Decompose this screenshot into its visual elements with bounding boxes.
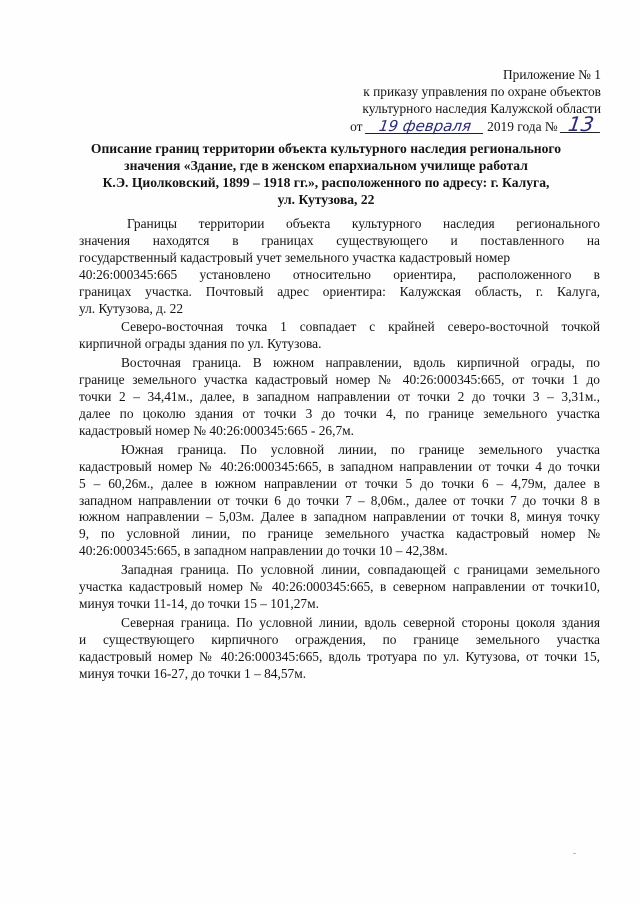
paragraph-line: значения находятся в границах существующего и поставленного на [79, 232, 600, 248]
paragraph-line: Границы территории объекта культурного наследия регионального [127, 216, 600, 231]
title-line: ул. Кутузова, 22 [277, 192, 375, 207]
paragraph-line: 9, по условной линии, по границе земельного участка кадастровый номер № [79, 526, 600, 542]
paragraph-south-boundary [79, 442, 600, 560]
paragraph-line: Западная граница. По условной линии, совпадающей с границами земельного [121, 562, 600, 578]
paragraph-line: 40:26:000345:665, в западном направлении до точки 10 – 42,38м. [79, 543, 448, 559]
paragraph-line: Северо-восточная точка 1 совпадает с крайней северо-восточной точкой [121, 319, 600, 335]
paragraph-line: Восточная граница. В южном направлении, вдоль кирпичной ограды, по [121, 355, 600, 371]
title-line: Описание границ территории объекта культурного наследия регионального [90, 141, 562, 156]
appendix-title: Приложение № 1 [502, 67, 601, 82]
paragraph-line: южном направлении – 5,03м. Далее в западном направлении от точки 8, минуя точку [79, 509, 600, 525]
appendix-order-line: к приказу управления по охране объектов [363, 84, 601, 99]
appendix-date-line [301, 112, 601, 136]
paragraph-general [79, 216, 600, 317]
paragraph-line: кирпичной ограды здания по ул. Кутузова. [79, 336, 322, 352]
appendix-header [301, 66, 601, 135]
paragraph-line: участка кадастровый номер № 40:26:000345:665, в северном направлении от точки10, [79, 579, 600, 595]
paragraph-line: западном направлении от точки 6 до точки 7 – 8,06м., далее от точки 7 до точки 8 в [79, 492, 600, 508]
paragraph-line: границе земельного участка кадастровый номер № 40:26:000345:665, от точки 1 до [79, 372, 600, 388]
paragraph-line: кадастровый номер № 40:26:000345:665, в западном направлении от точки 4 до точки [79, 458, 600, 474]
paragraph-line: 5 – 60,26м., далее в южном направлении от точки 5 до точки 6 – 4,79м, далее в [79, 475, 600, 491]
paragraph-line: Северная граница. По условной линии, вдоль северной стороны цоколя здания [121, 614, 600, 630]
paragraph-line: кадастровый номер № 40:26:000345:665, вдоль тротуара по ул. Кутузова, от точки 15, [79, 648, 600, 664]
paragraph-line: далее по цоколю здания от точки 3 до точки 4, по границе земельного участка [79, 405, 600, 421]
paragraph-line: 40:26:000345:665 установлено относительно ориентира, расположенного в [79, 266, 600, 282]
paragraph-west-boundary [79, 562, 600, 613]
date-prefix: от [350, 119, 363, 134]
title-line: К.Э. Циолковский, 1899 – 1918 гг.», расположенного по адресу: г. Калуга, [102, 175, 550, 190]
paragraph-line: границах участка. Почтовый адрес ориентира: Калужская область, г. Калуга, [79, 283, 600, 299]
paragraph-line: государственный кадастровый учет земельного участка кадастровый номер [79, 249, 511, 265]
paragraph-line: Южная граница. По условной линии, по границе земельного участка [121, 441, 600, 457]
paragraph-line: минуя точки 16-27, до точки 1 – 84,57м. [79, 665, 307, 681]
title-line: значения «Здание, где в женском епархиальном училище работал [124, 158, 528, 173]
paragraph-east-boundary [79, 355, 600, 440]
paragraph-north-boundary [79, 615, 600, 683]
date-year: 2019 года № [487, 119, 558, 134]
appendix-authority-line: культурного наследия Калужской области [362, 101, 601, 116]
scan-speck [573, 853, 576, 854]
paragraph-line: ул. Кутузова, д. 22 [79, 300, 184, 316]
document-body [79, 216, 600, 684]
document-title [66, 140, 586, 208]
paragraph-line: минуя точки 11-14, до точки 15 – 101,27м. [79, 595, 319, 611]
paragraph-line: кадастровый номер № 40:26:000345:665 - 26,7м. [79, 422, 354, 438]
paragraph-northeast-point [79, 319, 600, 353]
handwritten-order-number: 13 [560, 117, 602, 133]
paragraph-line: точки 2 – 34,41м., далее, в западном направлении от точки 2 до точки 3 – 3,31м., [79, 389, 600, 405]
handwritten-date: 19 февраля [365, 119, 485, 134]
paragraph-line: и существующего кирпичного ограждения, по границе земельного участка [79, 631, 600, 647]
